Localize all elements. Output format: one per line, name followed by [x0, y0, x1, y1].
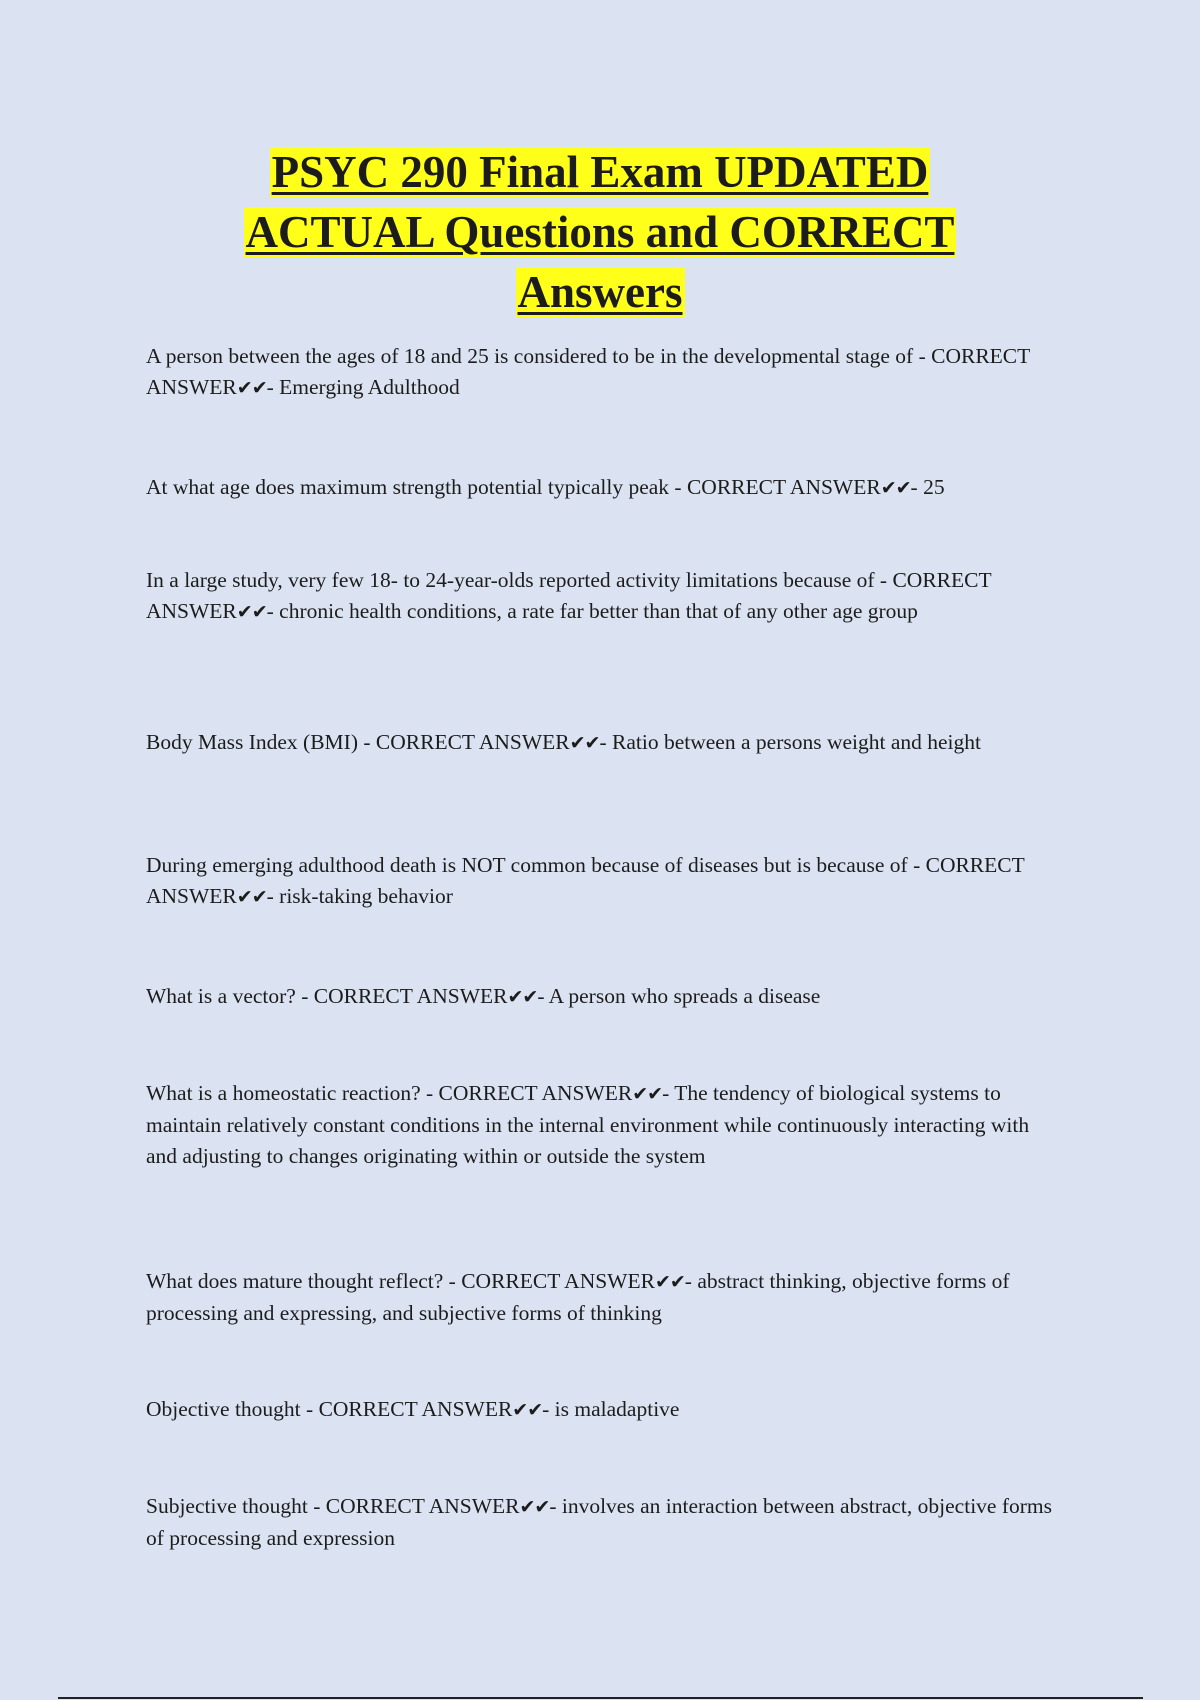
qa-item-1 [146, 341, 1056, 404]
qa-item-7 [146, 1078, 1056, 1172]
answer-marker: - CORRECT ANSWER [674, 475, 881, 499]
answer-marker: - CORRECT ANSWER [146, 853, 1025, 908]
qa-item-3 [146, 565, 1056, 628]
answer-text: - The tendency of biological systems to maintain relatively constant conditions in the internal environment while continuously interacting with and adjusting to changes originating within or outside the system [146, 1081, 1030, 1168]
qa-item-10 [146, 1491, 1056, 1554]
answer-text: - chronic health conditions, a rate far better than that of any other age group [266, 599, 918, 623]
answer-marker: - CORRECT ANSWER [146, 568, 992, 623]
double-check-icon: ✔✔ [654, 1271, 685, 1293]
question-text: Objective thought [146, 1397, 307, 1421]
document-title [140, 142, 1060, 322]
answer-marker: - CORRECT ANSWER [363, 730, 570, 754]
double-check-icon: ✔✔ [519, 1496, 550, 1518]
double-check-icon: ✔✔ [236, 601, 267, 623]
qa-item-8 [146, 1266, 1056, 1329]
answer-text: - risk-taking behavior [266, 884, 453, 908]
question-text: A person between the ages of 18 and 25 is considered to be in the developmental stage of [146, 344, 919, 368]
question-text: At what age does maximum strength potential typically peak [146, 475, 675, 499]
qa-item-9 [146, 1394, 1056, 1426]
answer-marker: - CORRECT ANSWER [313, 1494, 520, 1518]
answer-text: - involves an interaction between abstract, objective forms of processing and expression [146, 1494, 1052, 1550]
answer-marker: - CORRECT ANSWER [448, 1269, 655, 1293]
answer-text: - A person who spreads a disease [537, 984, 821, 1008]
qa-item-2 [146, 472, 1056, 504]
question-text: What is a homeostatic reaction? [146, 1081, 426, 1105]
page-bottom-rule [58, 1697, 1143, 1699]
double-check-icon: ✔✔ [236, 377, 267, 399]
double-check-icon: ✔✔ [236, 886, 267, 908]
qa-item-5 [146, 850, 1056, 913]
question-text: Body Mass Index (BMI) [146, 730, 364, 754]
title-line-3: Answers [517, 267, 683, 317]
answer-marker: - CORRECT ANSWER [146, 344, 1030, 399]
answer-marker: - CORRECT ANSWER [301, 984, 508, 1008]
answer-text: - is maladaptive [542, 1397, 680, 1421]
answer-marker: - CORRECT ANSWER [425, 1081, 633, 1105]
answer-text: - Emerging Adulthood [266, 375, 460, 399]
qa-item-4 [146, 727, 1056, 759]
double-check-icon: ✔✔ [632, 1083, 663, 1105]
title-line-1: PSYC 290 Final Exam UPDATED [271, 147, 929, 197]
double-check-icon: ✔✔ [512, 1399, 543, 1421]
question-text: In a large study, very few 18- to 24-year-olds reported activity limitations because of [146, 568, 880, 592]
qa-item-6 [146, 981, 1056, 1013]
question-text: What does mature thought reflect? [146, 1269, 449, 1293]
answer-text: - abstract thinking, objective forms of processing and expressing, and subjective forms of thinking [146, 1269, 1010, 1325]
answer-marker: - CORRECT ANSWER [306, 1397, 513, 1421]
double-check-icon: ✔✔ [569, 732, 600, 754]
question-text: During emerging adulthood death is NOT common because of diseases but is because of [146, 853, 914, 877]
answer-text: - 25 [910, 475, 945, 499]
answer-text: - Ratio between a persons weight and height [599, 730, 982, 754]
title-line-2: ACTUAL Questions and CORRECT [245, 207, 955, 257]
question-text: What is a vector? [146, 984, 302, 1008]
question-text: Subjective thought [146, 1494, 314, 1518]
double-check-icon: ✔✔ [880, 477, 911, 499]
double-check-icon: ✔✔ [507, 986, 538, 1008]
